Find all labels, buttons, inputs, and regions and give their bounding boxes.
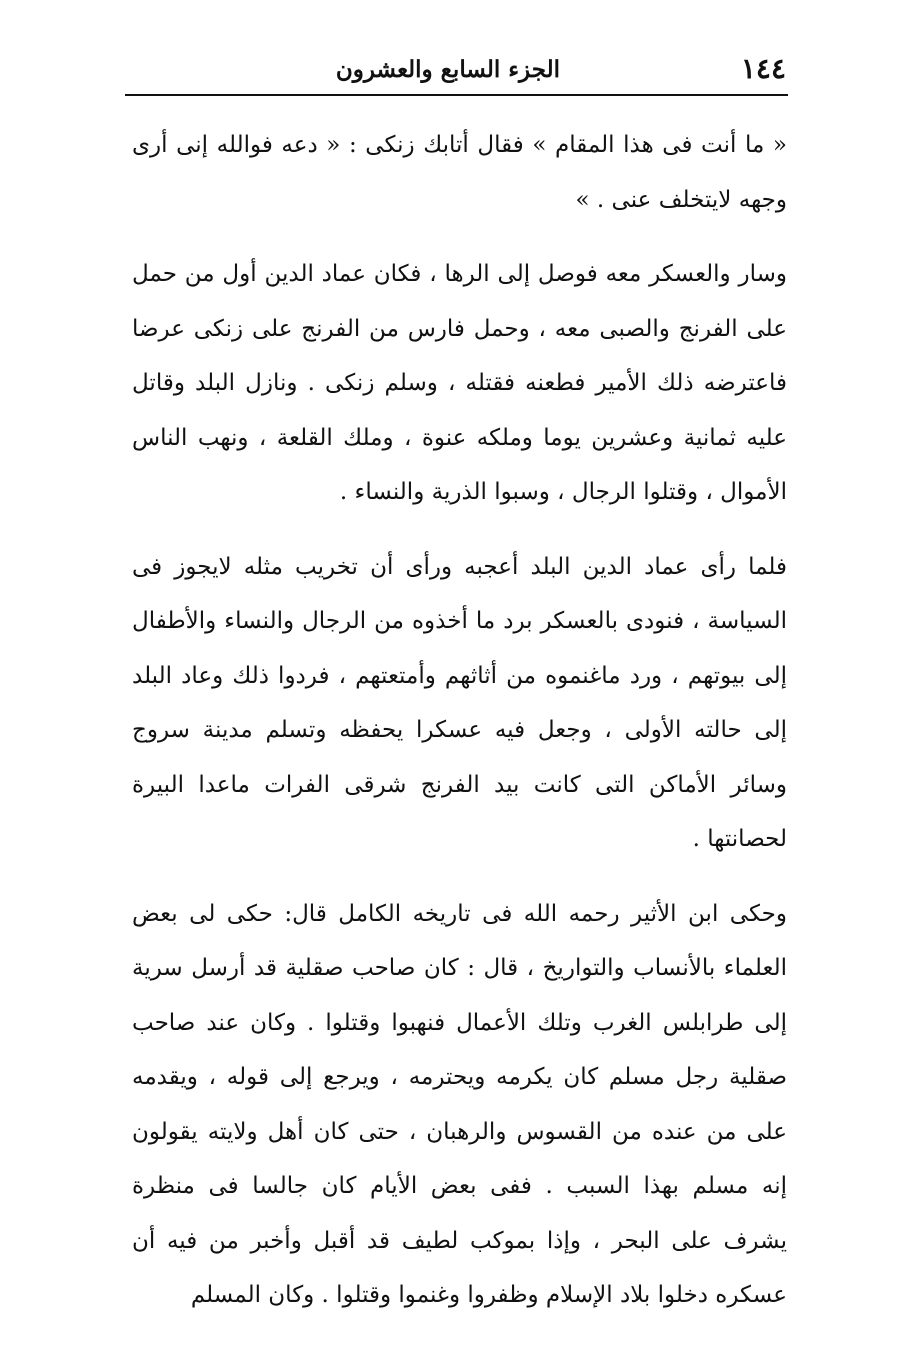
body-text — [132, 118, 787, 1323]
paragraph-3: فلما رأى عماد الدين البلد أعجبه ورأى أن تخريب مثله لايجوز فى السياسة ، فنودى بالعسكر برد ما أخذوه من الرجال والنساء والأطفال إلى بيوتهم ، ورد ماغنموه من أثاثهم وأمتعتهم ، فردوا ذلك وعاد البلد إلى حالته الأولى ، وجعل فيه عسكرا يحفظه وتسلم مدينة سروج وسائر الأماكن التى كانت بيد الفرنج شرقى الفرات ماعدا البيرة لحصانتها . — [132, 553, 787, 852]
paragraph-1: « ما أنت فى هذا المقام » فقال أتابك زنكى : « دعه فوالله إنى أرى وجهه لايتخلف عنى . » — [132, 132, 787, 213]
running-head: الجزء السابع والعشرون — [335, 56, 560, 83]
page-number: ١٤٤ — [740, 52, 786, 85]
paragraph-4: وحكى ابن الأثير رحمه الله فى تاريخه الكامل قال: حكى لى بعض العلماء بالأنساب والتواريخ ، قال : كان صاحب صقلية قد أرسل سرية إلى طرابلس الغرب وتلك الأعمال فنهبوا وقتلوا . وكان عند صاحب صقلية رجل مسلم كان يكرمه ويحترمه ، ويرجع إلى قوله ، ويقدمه على من عنده من القسوس والرهبان ، حتى كان أهل ولايته يقولون إنه مسلم بهذا السبب . ففى بعض الأيام كان جالسا فى منظرة يشرف على البحر ، وإذا بموكب لطيف قد أقبل وأخبر من فيه أن عسكره دخلوا بلاد الإسلام وظفروا وغنموا وقتلوا . وكان المسلم — [132, 900, 787, 1308]
page-header — [125, 50, 788, 96]
paragraph-2: وسار والعسكر معه فوصل إلى الرها ، فكان عماد الدين أول من حمل على الفرنج والصبى معه ، وحمل فارس من الفرنج على زنكى عرضا فاعترضه ذلك الأمير فطعنه فقتله ، وسلم زنكى . ونازل البلد وقاتل عليه ثمانية وعشرين يوما وملكه عنوة ، وملك القلعة ، ونهب الناس الأموال ، وقتلوا الرجال ، وسبوا الذرية والنساء . — [132, 261, 787, 505]
